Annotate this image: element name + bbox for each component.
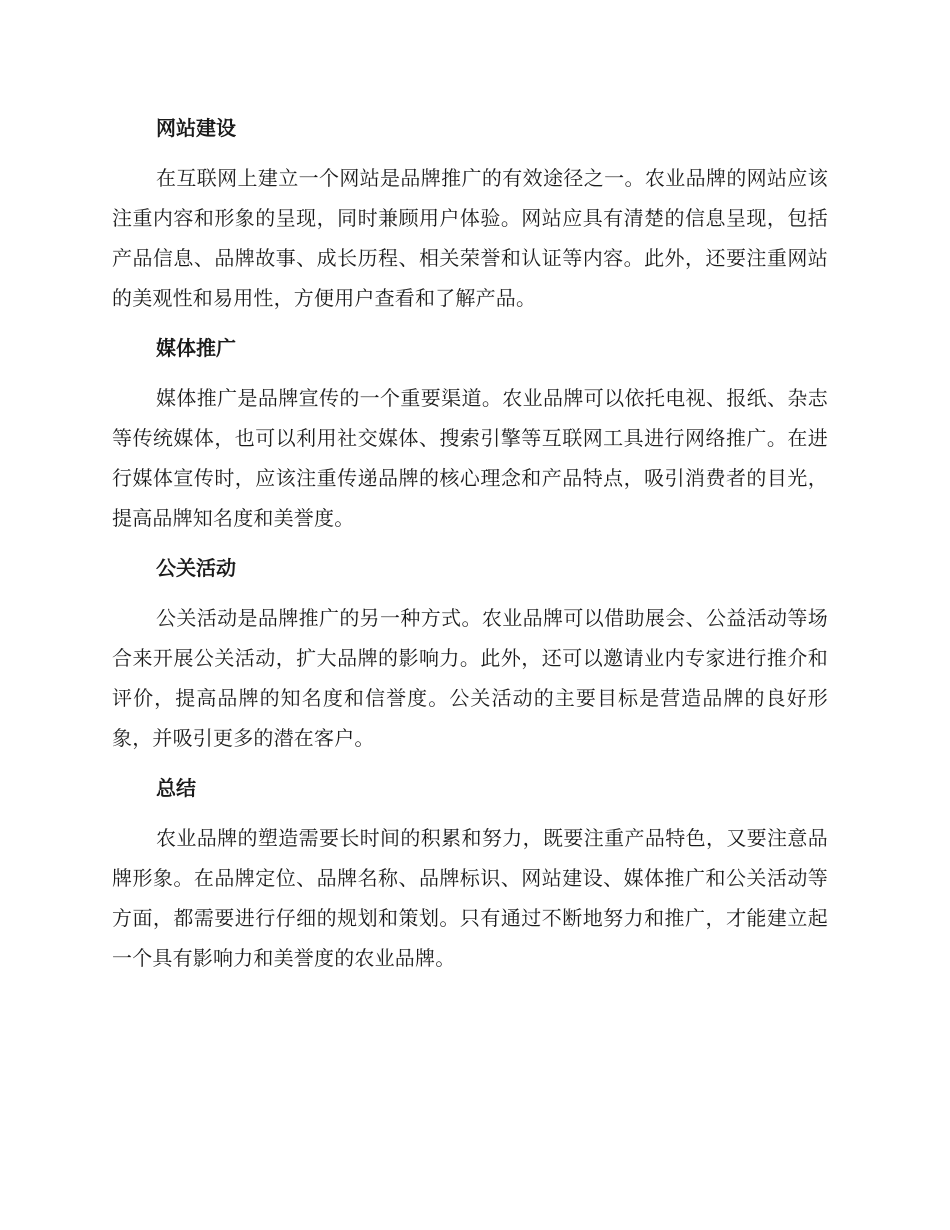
section-paragraph: 公关活动是品牌推广的另一种方式。农业品牌可以借助展会、公益活动等场合来开展公关活动，扩大品牌的影响力。此外，还可以邀请业内专家进行推介和评价，提高品牌的知名度和信誉度。公关活动的主要目标是营造品牌的良好形象，并吸引更多的潜在客户。	[112, 606, 828, 750]
section-paragraph: 媒体推广是品牌宣传的一个重要渠道。农业品牌可以依托电视、报纸、杂志等传统媒体，也可以利用社交媒体、搜索引擎等互联网工具进行网络推广。在进行媒体宣传时，应该注重传递品牌的核心理念和产品特点，吸引消费者的目光，提高品牌知名度和美誉度。	[112, 386, 828, 530]
section-heading: 总结	[156, 776, 196, 800]
section-summary	[112, 770, 838, 978]
section-media	[112, 330, 838, 538]
section-pr	[112, 550, 838, 758]
section-heading: 媒体推广	[156, 336, 236, 360]
section-paragraph: 农业品牌的塑造需要长时间的积累和努力，既要注重产品特色，又要注意品牌形象。在品牌定位、品牌名称、品牌标识、网站建设、媒体推广和公关活动等方面，都需要进行仔细的规划和策划。只有通过不断地努力和推广，才能建立起一个具有影响力和美誉度的农业品牌。	[112, 826, 828, 970]
section-website	[112, 110, 838, 318]
section-heading: 网站建设	[156, 116, 236, 140]
section-paragraph: 在互联网上建立一个网站是品牌推广的有效途径之一。农业品牌的网站应该注重内容和形象的呈现，同时兼顾用户体验。网站应具有清楚的信息呈现，包括产品信息、品牌故事、成长历程、相关荣誉和认证等内容。此外，还要注重网站的美观性和易用性，方便用户查看和了解产品。	[112, 166, 828, 310]
section-heading: 公关活动	[156, 556, 236, 580]
